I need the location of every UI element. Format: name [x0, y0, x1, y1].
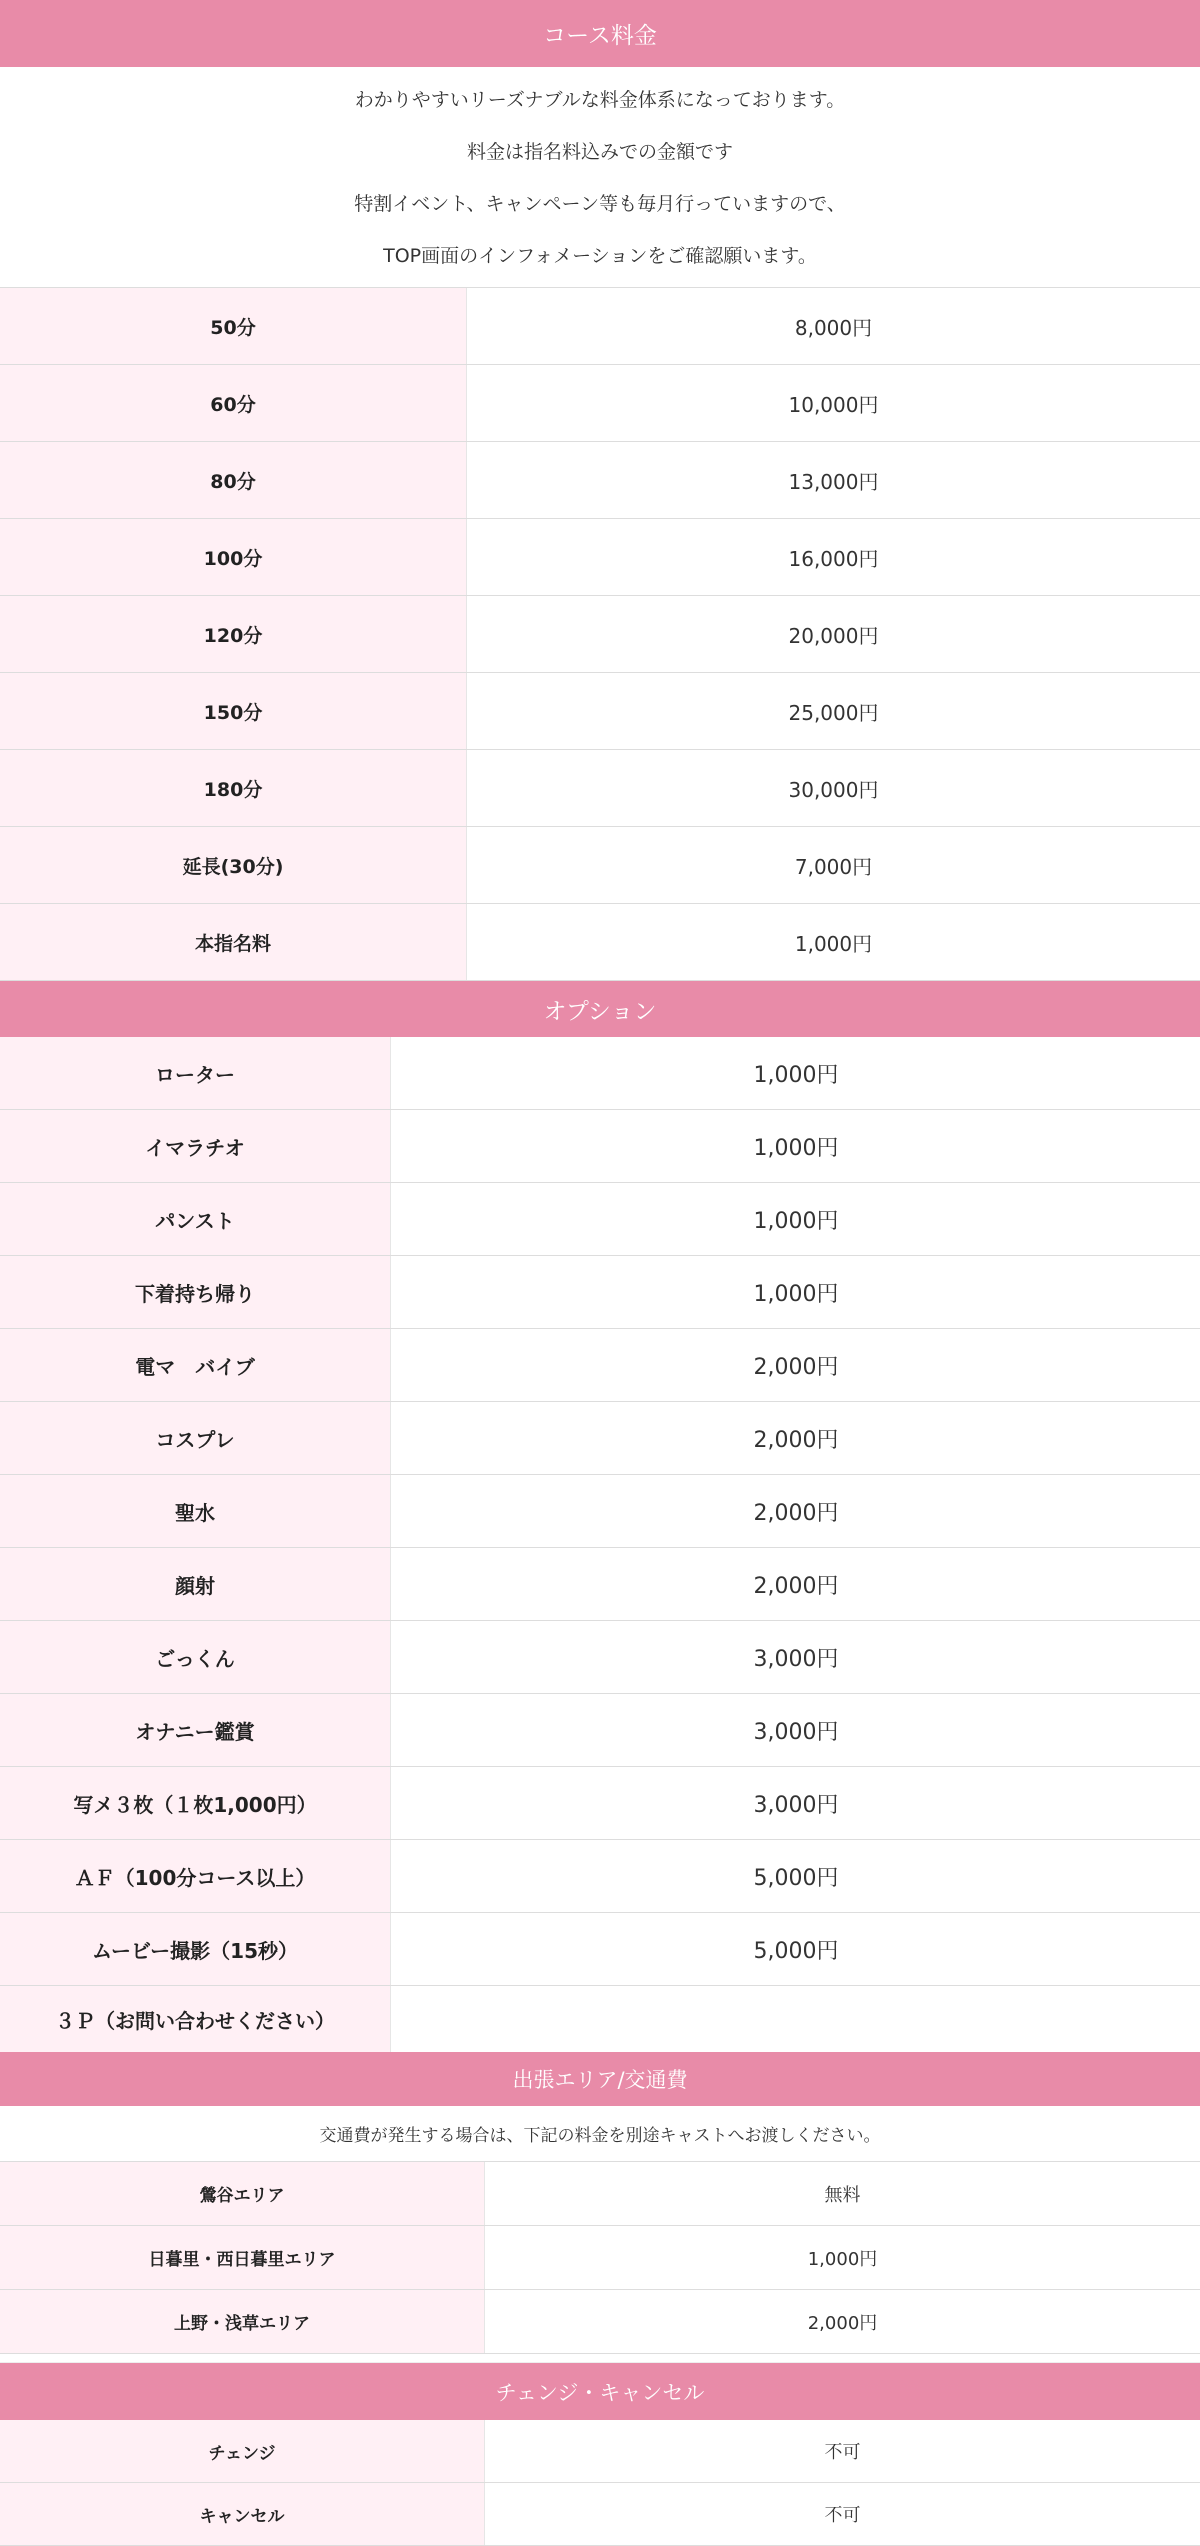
table-row [0, 1986, 1200, 2052]
option-price-text: 1,000円 [753, 1208, 839, 1234]
option-label-text: 写メ３枚（１枚1,000円） [73, 1792, 317, 1817]
course-price: 10,000円 [466, 365, 1200, 441]
course-intro-line: わかりやすいリーズナブルな料金体系になっております。 [354, 89, 846, 111]
option-price [390, 1110, 1200, 1182]
option-label-text: 顔射 [175, 1573, 215, 1598]
option-label [0, 1037, 390, 1109]
table-row [0, 1694, 1200, 1767]
table-row [0, 365, 1200, 442]
area-label: 上野・浅草エリア [0, 2290, 484, 2353]
table-row [0, 1621, 1200, 1694]
course-intro-line: 特割イベント、キャンペーン等も毎月行っていますので、 [354, 193, 846, 215]
area-label: 日暮里・西日暮里エリア [0, 2226, 484, 2289]
options-section-title [0, 981, 1200, 1037]
table-row [0, 442, 1200, 519]
option-price [390, 1475, 1200, 1547]
option-price [390, 1913, 1200, 1985]
section-divider [0, 2354, 1200, 2363]
course-price: 25,000円 [466, 673, 1200, 749]
option-label-text: パンスト [155, 1208, 235, 1233]
option-price-text: 3,000円 [753, 1792, 839, 1818]
option-label [0, 1183, 390, 1255]
options-title-text: オプション [543, 998, 657, 1025]
table-row [0, 1183, 1200, 1256]
option-price-text: 2,000円 [753, 1573, 839, 1599]
option-label-text: 電マ バイブ [135, 1354, 255, 1379]
change-label: チェンジ [0, 2420, 484, 2482]
table-row [0, 1840, 1200, 1913]
course-label: 50分 [0, 288, 466, 364]
option-price-text: 2,000円 [753, 1354, 839, 1380]
option-label [0, 1621, 390, 1693]
table-row [0, 827, 1200, 904]
option-label-text: イマラチオ [145, 1135, 245, 1160]
option-label-text: ＡＦ（100分コース以上） [74, 1865, 316, 1890]
table-row [0, 2162, 1200, 2226]
area-section-title [0, 2052, 1200, 2106]
course-title-text: コース料金 [543, 23, 657, 49]
option-label-text: 下着持ち帰り [135, 1281, 255, 1306]
course-label: 150分 [0, 673, 466, 749]
course-label: 100分 [0, 519, 466, 595]
course-price: 30,000円 [466, 750, 1200, 826]
course-price: 13,000円 [466, 442, 1200, 518]
option-label-text: ムービー撮影（15秒） [91, 1938, 299, 1963]
course-price: 16,000円 [466, 519, 1200, 595]
option-price [390, 1329, 1200, 1401]
area-label: 鶯谷エリア [0, 2162, 484, 2225]
table-row [0, 1110, 1200, 1183]
option-label-text: ３Ｐ（お問い合わせください） [55, 2008, 335, 2033]
table-row [0, 1548, 1200, 1621]
table-row [0, 1475, 1200, 1548]
table-row [0, 904, 1200, 981]
area-price: 無料 [484, 2162, 1200, 2225]
option-label [0, 1986, 390, 2052]
option-price-text: 3,000円 [753, 1719, 839, 1745]
table-row [0, 2290, 1200, 2354]
area-note: 交通費が発生する場合は、下記の料金を別途キャストへお渡しください。 [0, 2106, 1200, 2162]
course-intro-line: TOP画面のインフォメーションをご確認願います。 [383, 245, 817, 267]
table-row [0, 1402, 1200, 1475]
option-label-text: 聖水 [175, 1500, 215, 1525]
area-title-text: 出張エリア/交通費 [512, 2068, 688, 2092]
change-section-title [0, 2363, 1200, 2420]
change-label: キャンセル [0, 2483, 484, 2545]
option-price [390, 1037, 1200, 1109]
option-price-text: 1,000円 [753, 1062, 839, 1088]
option-price-text: 1,000円 [753, 1135, 839, 1161]
table-row [0, 2483, 1200, 2546]
option-label [0, 1256, 390, 1328]
course-label: 120分 [0, 596, 466, 672]
option-price [390, 1694, 1200, 1766]
table-row [0, 2420, 1200, 2483]
table-row [0, 519, 1200, 596]
option-price-text: 3,000円 [753, 1646, 839, 1672]
option-label [0, 1694, 390, 1766]
course-label: 本指名料 [0, 904, 466, 980]
option-price-text: 5,000円 [753, 1865, 839, 1891]
table-row [0, 750, 1200, 827]
option-label-text: ローター [155, 1062, 235, 1087]
course-label: 60分 [0, 365, 466, 441]
course-price: 1,000円 [466, 904, 1200, 980]
option-label-text: オナニー鑑賞 [135, 1719, 255, 1744]
area-fee-table [0, 2162, 1200, 2354]
table-row [0, 673, 1200, 750]
option-label [0, 1840, 390, 1912]
option-price [390, 1986, 1200, 2052]
course-label: 80分 [0, 442, 466, 518]
option-label [0, 1110, 390, 1182]
course-price-table [0, 288, 1200, 981]
course-section-title [0, 0, 1200, 67]
option-label [0, 1402, 390, 1474]
table-row [0, 2226, 1200, 2290]
table-row [0, 1037, 1200, 1110]
course-label: 180分 [0, 750, 466, 826]
course-intro-line: 料金は指名料込みでの金額です [466, 141, 733, 163]
option-price [390, 1621, 1200, 1693]
table-row [0, 1913, 1200, 1986]
course-price: 20,000円 [466, 596, 1200, 672]
option-price-text: 5,000円 [753, 1938, 839, 1964]
table-row [0, 288, 1200, 365]
option-price [390, 1840, 1200, 1912]
table-row [0, 1329, 1200, 1402]
course-price: 7,000円 [466, 827, 1200, 903]
table-row [0, 1767, 1200, 1840]
option-price [390, 1767, 1200, 1839]
option-price-text: 2,000円 [753, 1500, 839, 1526]
option-price [390, 1183, 1200, 1255]
option-price-text: 2,000円 [753, 1427, 839, 1453]
option-label [0, 1475, 390, 1547]
option-label [0, 1548, 390, 1620]
area-price: 2,000円 [484, 2290, 1200, 2353]
table-row [0, 596, 1200, 673]
course-intro [0, 67, 1200, 288]
option-price [390, 1402, 1200, 1474]
option-label-text: ごっくん [155, 1646, 235, 1671]
change-value: 不可 [484, 2420, 1200, 2482]
option-price [390, 1256, 1200, 1328]
option-label [0, 1913, 390, 1985]
option-label [0, 1329, 390, 1401]
course-label: 延長(30分) [0, 827, 466, 903]
option-price-text: 1,000円 [753, 1281, 839, 1307]
options-price-table [0, 1037, 1200, 2052]
change-value: 不可 [484, 2483, 1200, 2545]
course-price: 8,000円 [466, 288, 1200, 364]
change-title-text: チェンジ・キャンセル [495, 2380, 705, 2405]
option-price [390, 1548, 1200, 1620]
area-price: 1,000円 [484, 2226, 1200, 2289]
table-row [0, 1256, 1200, 1329]
change-cancel-table [0, 2420, 1200, 2546]
option-label [0, 1767, 390, 1839]
option-label-text: コスプレ [155, 1427, 235, 1452]
